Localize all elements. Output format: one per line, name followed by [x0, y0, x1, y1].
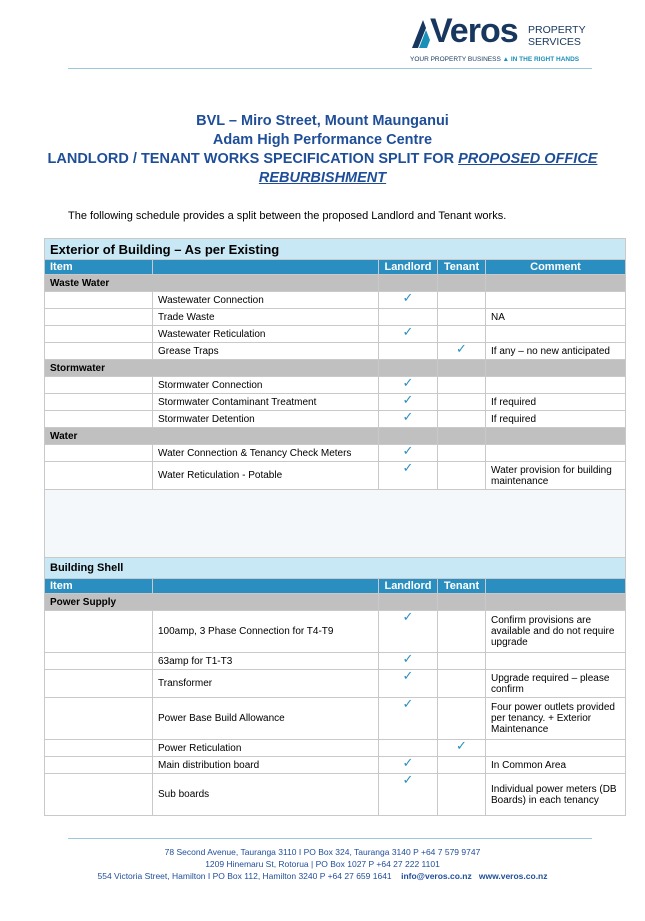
footer-divider	[68, 838, 592, 839]
item-name: Transformer	[153, 670, 379, 698]
intro-paragraph: The following schedule provides a split between the proposed Landlord and Tenant works.	[68, 210, 507, 222]
footer-hamilton: 554 Victoria Street, Hamilton I PO Box 112, Hamilton 3240 P +64 27 659 1641	[97, 871, 392, 881]
item-name: Water Connection & Tenancy Check Meters	[153, 445, 379, 462]
footer-web-link[interactable]: www.veros.co.nz	[478, 871, 548, 881]
title-line-2: Adam High Performance Centre	[212, 132, 433, 148]
tagline-highlight: IN THE RIGHT HANDS	[510, 56, 580, 63]
group-label: Stormwater	[45, 360, 379, 377]
group-row-water	[45, 428, 626, 445]
table-row	[45, 653, 626, 670]
table-row	[45, 611, 626, 653]
section-header-building-shell	[45, 558, 626, 579]
title-line-3-underlined: PROPOSED OFFICE	[458, 151, 598, 167]
logo-property-line2: SERVICES	[528, 36, 581, 48]
table-row	[45, 462, 626, 490]
landlord-check-icon: ✓	[379, 757, 438, 774]
col-landlord: Landlord	[379, 579, 438, 594]
table-row	[45, 757, 626, 774]
table-row	[45, 292, 626, 309]
landlord-check-icon: ✓	[379, 411, 438, 428]
group-label: Waste Water	[45, 275, 379, 292]
item-name: Stormwater Contaminant Treatment	[153, 394, 379, 411]
tenant-check-icon: ✓	[438, 343, 486, 360]
title-line-4: REBURBISHMENT	[258, 170, 387, 186]
landlord-check-icon: ✓	[379, 611, 438, 653]
col-item: Item	[45, 579, 153, 594]
col-item: Item	[45, 260, 153, 275]
item-comment	[486, 740, 626, 757]
landlord-check-icon: ✓	[379, 653, 438, 670]
item-name: Trade Waste	[153, 309, 379, 326]
title-line-1: BVL – Miro Street, Mount Maunganui	[196, 113, 449, 129]
item-comment: Confirm provisions are available and do not require upgrade	[486, 611, 626, 653]
landlord-check-icon: ✓	[379, 774, 438, 816]
group-label: Power Supply	[45, 594, 379, 611]
exterior-table	[44, 238, 626, 559]
table-row	[45, 411, 626, 428]
landlord-check-icon: ✓	[379, 292, 438, 309]
group-row-stormwater	[45, 360, 626, 377]
item-comment: NA	[486, 309, 626, 326]
col-tenant: Tenant	[438, 579, 486, 594]
table-row	[45, 394, 626, 411]
item-comment: Upgrade required – please confirm	[486, 670, 626, 698]
tagline-main: YOUR PROPERTY BUSINESS	[410, 56, 501, 63]
tagline-arrow-icon: ▲	[502, 56, 510, 63]
item-name: Wastewater Reticulation	[153, 326, 379, 343]
landlord-check-icon: ✓	[379, 394, 438, 411]
footer	[0, 846, 645, 882]
table-row	[45, 774, 626, 816]
logo-property-line1: PROPERTY	[528, 24, 586, 36]
title-line-3	[40, 150, 605, 169]
veros-logo	[410, 14, 590, 66]
section-title: Building Shell	[45, 558, 626, 579]
landlord-check-icon: ✓	[379, 462, 438, 490]
item-name: Grease Traps	[153, 343, 379, 360]
landlord-check-icon: ✓	[379, 698, 438, 740]
table-row	[45, 309, 626, 326]
title-line-3-prefix: LANDLORD / TENANT WORKS SPECIFICATION SPLIT FOR	[47, 151, 455, 167]
item-comment: If required	[486, 394, 626, 411]
item-comment	[486, 445, 626, 462]
landlord-check-icon: ✓	[379, 670, 438, 698]
item-comment	[486, 326, 626, 343]
section-title: Exterior of Building – As per Existing	[45, 239, 626, 260]
table-row	[45, 670, 626, 698]
table-row	[45, 740, 626, 757]
table-row	[45, 377, 626, 394]
item-comment: If required	[486, 411, 626, 428]
item-name: 100amp, 3 Phase Connection for T4-T9	[153, 611, 379, 653]
footer-rotorua: 1209 Hinemaru St, Rotorua | PO Box 1027 P +64 27 222 1101	[205, 859, 440, 869]
footer-hamilton-line	[0, 870, 645, 882]
table-row	[45, 445, 626, 462]
header-divider	[68, 68, 592, 69]
item-comment: If any – no new anticipated	[486, 343, 626, 360]
item-comment: Water provision for building maintenance	[486, 462, 626, 490]
logo-name: Veros	[430, 12, 518, 50]
item-comment	[486, 377, 626, 394]
table-row	[45, 326, 626, 343]
landlord-check-icon: ✓	[379, 445, 438, 462]
item-name: Power Reticulation	[153, 740, 379, 757]
spacer-row	[45, 490, 626, 559]
item-name: 63amp for T1-T3	[153, 653, 379, 670]
item-comment: Four power outlets provided per tenancy. + Exterior Maintenance	[486, 698, 626, 740]
item-name: Water Reticulation - Potable	[153, 462, 379, 490]
col-landlord: Landlord	[379, 260, 438, 275]
table-row	[45, 698, 626, 740]
landlord-check-icon: ✓	[379, 326, 438, 343]
item-name: Stormwater Connection	[153, 377, 379, 394]
col-tenant: Tenant	[438, 260, 486, 275]
item-name: Power Base Build Allowance	[153, 698, 379, 740]
table-row	[45, 343, 626, 360]
footer-tauranga: 78 Second Avenue, Tauranga 3110 I PO Box 324, Tauranga 3140 P +64 7 579 9747	[164, 847, 481, 857]
group-row-waste-water	[45, 275, 626, 292]
section-header-exterior	[45, 239, 626, 260]
building-shell-table	[44, 557, 626, 816]
document-title	[40, 112, 605, 188]
group-label: Water	[45, 428, 379, 445]
logo-tagline	[410, 56, 579, 63]
column-header-row	[45, 579, 626, 594]
landlord-check-icon: ✓	[379, 377, 438, 394]
item-name: Wastewater Connection	[153, 292, 379, 309]
logo-property-services	[528, 24, 586, 48]
tenant-check-icon: ✓	[438, 740, 486, 757]
item-name: Main distribution board	[153, 757, 379, 774]
group-row-power-supply	[45, 594, 626, 611]
item-comment: In Common Area	[486, 757, 626, 774]
item-name: Stormwater Detention	[153, 411, 379, 428]
footer-email-link[interactable]: info@veros.co.nz	[401, 871, 472, 881]
item-comment: Individual power meters (DB Boards) in each tenancy	[486, 774, 626, 816]
item-comment	[486, 653, 626, 670]
column-header-row	[45, 260, 626, 275]
item-comment	[486, 292, 626, 309]
item-name: Sub boards	[153, 774, 379, 816]
col-comment: Comment	[486, 260, 626, 275]
